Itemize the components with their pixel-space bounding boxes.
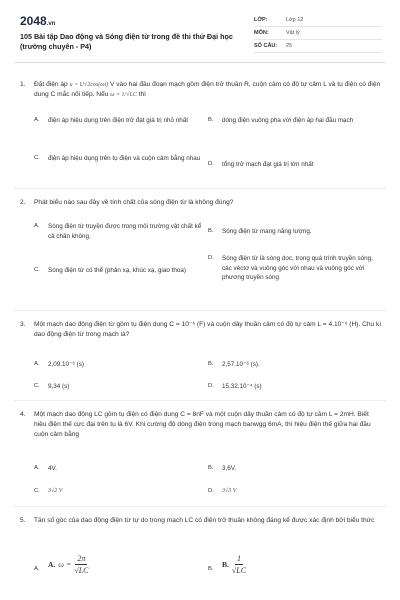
divider — [14, 400, 386, 401]
q1-option-b[interactable]: B. dòng điện vuông pha với điện áp hai đầu mạch — [208, 117, 354, 124]
q5-option-a[interactable]: A. A. ω = $\frac{2\pi}{√LC}$ — [34, 554, 89, 575]
question-1: 1. Đặt điện áp u = U√2cos(ωt) V vào hai đầu đoạn mạch gồm điện trở thuần R, cuộn cảm có độ tự cảm L và tụ điện có điện dung C mắc nối tiếp. Nếu ω = 1/√LC thì — [20, 81, 381, 98]
q5-option-b[interactable]: B. B. $\frac{1}{√LC}$ — [208, 554, 247, 575]
question-1-text: Đặt điện áp u = U√2cos(ωt) V vào hai đầu đoạn mạch gồm điện trở thuần R, cuộn cảm có độ tự cảm L và tụ điện có điện dung C mắc nối tiếp. Nếu ω = 1/√LC thì — [34, 81, 381, 98]
q4-option-d[interactable]: D. 3√3 V — [208, 488, 237, 494]
document-title: 105 Bài tập Dao động và Sóng điện từ trong đề thi thử Đại học (trường chuyên - P4) — [20, 32, 233, 51]
q3-option-d[interactable]: D. 15,32.10⁻⁴ (s) — [208, 383, 262, 390]
q1-option-a[interactable]: A. điện áp hiệu dụng trên điện trở đạt giá trị nhỏ nhất — [34, 117, 188, 124]
meta-row-count: SỐ CÂU: 25 — [254, 40, 382, 53]
q4-option-a[interactable]: A. 4V. — [34, 465, 57, 472]
q3-option-b[interactable]: B. 2,57.10⁻⁶ (s). — [208, 361, 260, 368]
header-divider — [14, 62, 386, 63]
q2-option-d[interactable]: D. Sóng điện từ là sóng dọc, trong quá trình truyền sóng, các véctơ và vuông góc với nhau và vuông góc với phương truyền sóng — [208, 255, 373, 281]
q4-option-b[interactable]: B. 3,6V. — [208, 465, 237, 472]
divider — [14, 188, 386, 189]
q1-option-c[interactable]: C. điện áp hiệu dụng trên tụ điện và cuộn cảm bằng nhau — [34, 155, 201, 162]
q4-option-c[interactable]: C. 3√2 V — [34, 488, 63, 494]
q2-option-b[interactable]: B. Sóng điện từ mang năng lượng. — [208, 228, 312, 235]
q2-option-c[interactable]: C. Sóng điện từ có thể (phản xạ, khúc xạ, giao thoa) — [34, 267, 186, 274]
question-4: 4. Một mạch dao động LC gồm tụ điện có điện dung C = 8nF và một cuộn dây thuần cảm có độ tự cảm L = 2mH. Biết hiệu điện thế cực đại trên tụ là 6V. Khi cường độ dòng điện trong mạch banwgg 6mA, thì hiệu điện thế giữa hai đầu cuộn cảm bằng — [20, 411, 371, 438]
divider — [14, 310, 386, 311]
q1-option-d[interactable]: D. tổng trở mạch đạt giá trị lớn nhất — [208, 161, 314, 168]
question-3: 3. Một mạch dao động điện từ gồm tụ điện dung C = 10⁻⁶ (F) và cuộn dây thuần cảm có độ tự cảm L = 4.10⁻⁶ (H). Chu kì dao động điện từ trong mạch là? — [20, 321, 382, 338]
logo: 2048.vn — [20, 14, 56, 28]
divider — [14, 506, 386, 507]
meta-row-subject: MÔN: Vật lý — [254, 27, 382, 40]
q3-option-a[interactable]: A. 2,09.10⁻⁶ (s) — [34, 361, 85, 368]
q2-option-a[interactable]: A. Sóng điện từ truyền được trong môi trường vật chất kể cả chân không. — [34, 223, 202, 240]
formula-fraction: $\frac{1}{√LC}$ — [231, 554, 247, 575]
meta-table — [254, 14, 382, 53]
formula-fraction: $\frac{2\pi}{√LC}$ — [74, 554, 89, 575]
question-5: 5. Tần số góc của dao động điện từ tự do trong mạch LC có điện trở thuần không đáng kể được xác định bởi biểu thức — [20, 517, 375, 524]
meta-row-class: LỚP: Lớp 12 — [254, 14, 382, 27]
question-2: 2. Phát biểu nào sau đây về tính chất của sóng điện từ là không đúng? — [20, 199, 234, 206]
q3-option-c[interactable]: C. 9,34 (s) — [34, 383, 70, 390]
